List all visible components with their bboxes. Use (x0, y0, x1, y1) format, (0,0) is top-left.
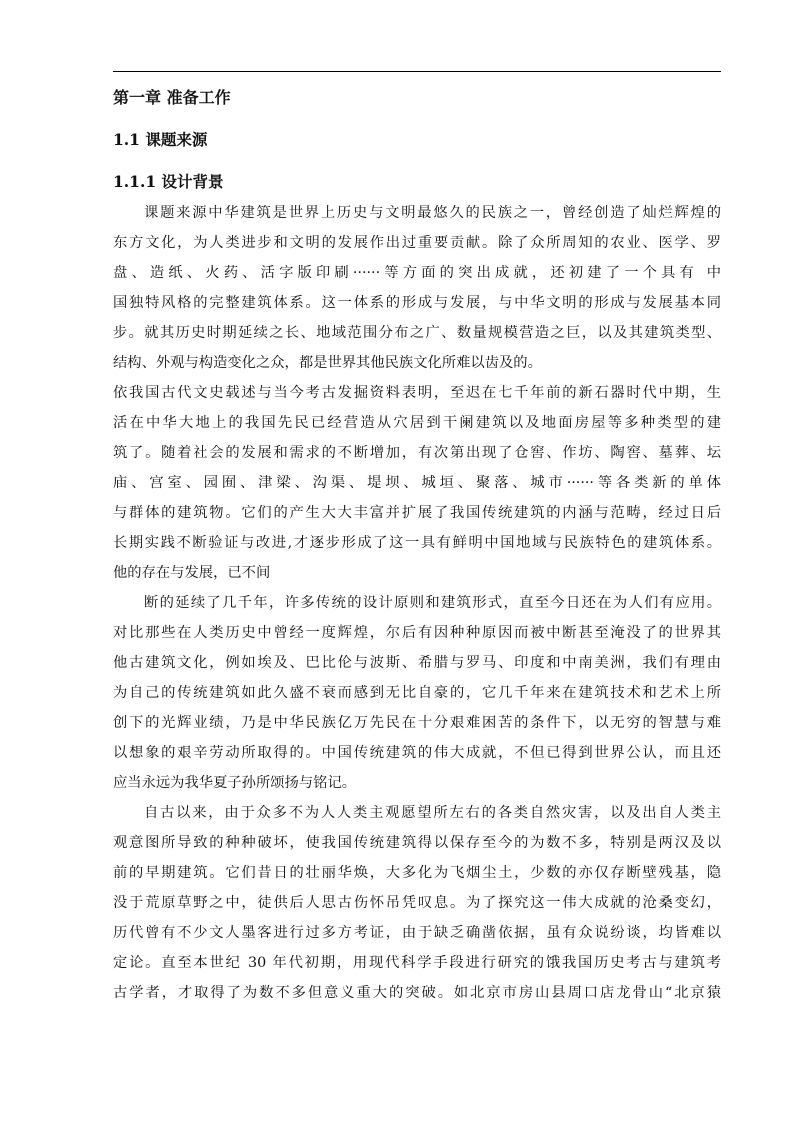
paragraph-line: 古学者，才取得了为数不多但意义重大的突破。如北京市房山县周口店龙骨山“北京猿 (113, 985, 721, 1001)
paragraph-line: 断的延续了几千年，许多传统的设计原则和建筑形式，直至今日还在为人们有应用。 (144, 595, 721, 611)
paragraph-line: 他古建筑文化，例如埃及、巴比伦与波斯、希腊与罗马、印度和中南美洲，我们有理由 (113, 655, 721, 671)
paragraph-line: 长期实践不断验证与改进,才逐步形成了这一具有鲜明中国地域与民族特色的建筑体系。 (113, 535, 721, 551)
paragraph-line: 应当永远为我华夏子孙所颂扬与铭记。 (113, 775, 357, 791)
paragraph-line: 前的早期建筑。它们昔日的壮丽华焕，大多化为飞烟尘土，少数的亦仅存断壁残基，隐 (113, 865, 721, 881)
section-heading: 1.1 课题来源 (113, 130, 208, 149)
paragraph-2 (113, 378, 721, 588)
paragraph-line: 步。就其历史时期延续之长、地域范围分布之广、数量规模营造之巨，以及其建筑类型、 (113, 325, 721, 341)
paragraph-line: 定论。直至本世纪 30 年代初期，用现代科学手段进行研究的饿我国历史考古与建筑考 (113, 955, 721, 971)
paragraph-3 (113, 588, 721, 798)
paragraph-line: 活在中华大地上的我国先民已经营造从穴居到干阑建筑以及地面房屋等多种类型的建 (113, 415, 721, 431)
paragraph-line: 盘、造纸、火药、活字版印刷······等方面的突出成就，还初建了一个具有 中 (113, 265, 721, 281)
paragraph-line: 依我国古代文史载述与当今考古发掘资料表明，至迟在七千年前的新石器时代中期，生 (113, 385, 721, 401)
paragraph-line: 历代曾有不少文人墨客进行过多方考证，由于缺乏确凿依据，虽有众说纷谈，均皆难以 (113, 925, 721, 941)
paragraph-line: 国独特风格的完整建筑体系。这一体系的形成与发展，与中华文明的形成与发展基本同 (113, 295, 721, 311)
paragraph-line: 他的存在与发展，已不间 (113, 565, 271, 581)
paragraph-line: 东方文化，为人类进步和文明的发展作出过重要贡献。除了众所周知的农业、医学、罗 (113, 235, 721, 251)
paragraph-line: 观意图所导致的种种破坏，使我国传统建筑得以保存至今的为数不多，特别是两汉及以 (113, 835, 721, 851)
paragraph-line: 筑了。随着社会的发展和需求的不断增加，有次第出现了仓窖、作坊、陶窖、墓葬、坛 (113, 445, 721, 461)
paragraph-line: 对比那些在人类历史中曾经一度辉煌，尔后有因种种原因而被中断甚至淹没了的世界其 (113, 625, 721, 641)
paragraph-4 (113, 798, 721, 1008)
paragraph-line: 与群体的建筑物。它们的产生大大丰富并扩展了我国传统建筑的内涵与范畴，经过日后 (113, 505, 721, 521)
page-content (113, 84, 721, 1008)
subsection-heading: 1.1.1 设计背景 (113, 172, 224, 191)
paragraph-line: 结构、外观与构造变化之众，都是世界其他民族文化所难以齿及的。 (113, 355, 542, 371)
header-rule (113, 71, 721, 72)
paragraph-line: 没于荒原草野之中，徒供后人思古伤怀吊凭叹息。为了探究这一伟大成就的沧桑变幻， (113, 895, 721, 911)
paragraph-line: 课题来源中华建筑是世界上历史与文明最悠久的民族之一，曾经创造了灿烂辉煌的 (144, 205, 721, 221)
paragraph-line: 以想象的艰辛劳动所取得的。中国传统建筑的伟大成就，不但已得到世界公认，而且还 (113, 745, 721, 761)
chapter-heading: 第一章 准备工作 (113, 88, 231, 107)
paragraph-line: 庙、宫室、园囿、津梁、沟渠、堤坝、城垣、聚落、城市······等各类新的单体 (113, 475, 721, 491)
paragraph-1 (113, 198, 721, 378)
paragraph-line: 为自己的传统建筑如此久盛不衰而感到无比自豪的，它几千年来在建筑技术和艺术上所 (113, 685, 721, 701)
paragraph-line: 创下的光辉业绩，乃是中华民族亿万先民在十分艰难困苦的条件下，以无穷的智慧与难 (113, 715, 721, 731)
paragraph-line: 自古以来，由于众多不为人人类主观愿望所左右的各类自然灾害，以及出自人类主 (144, 805, 721, 821)
